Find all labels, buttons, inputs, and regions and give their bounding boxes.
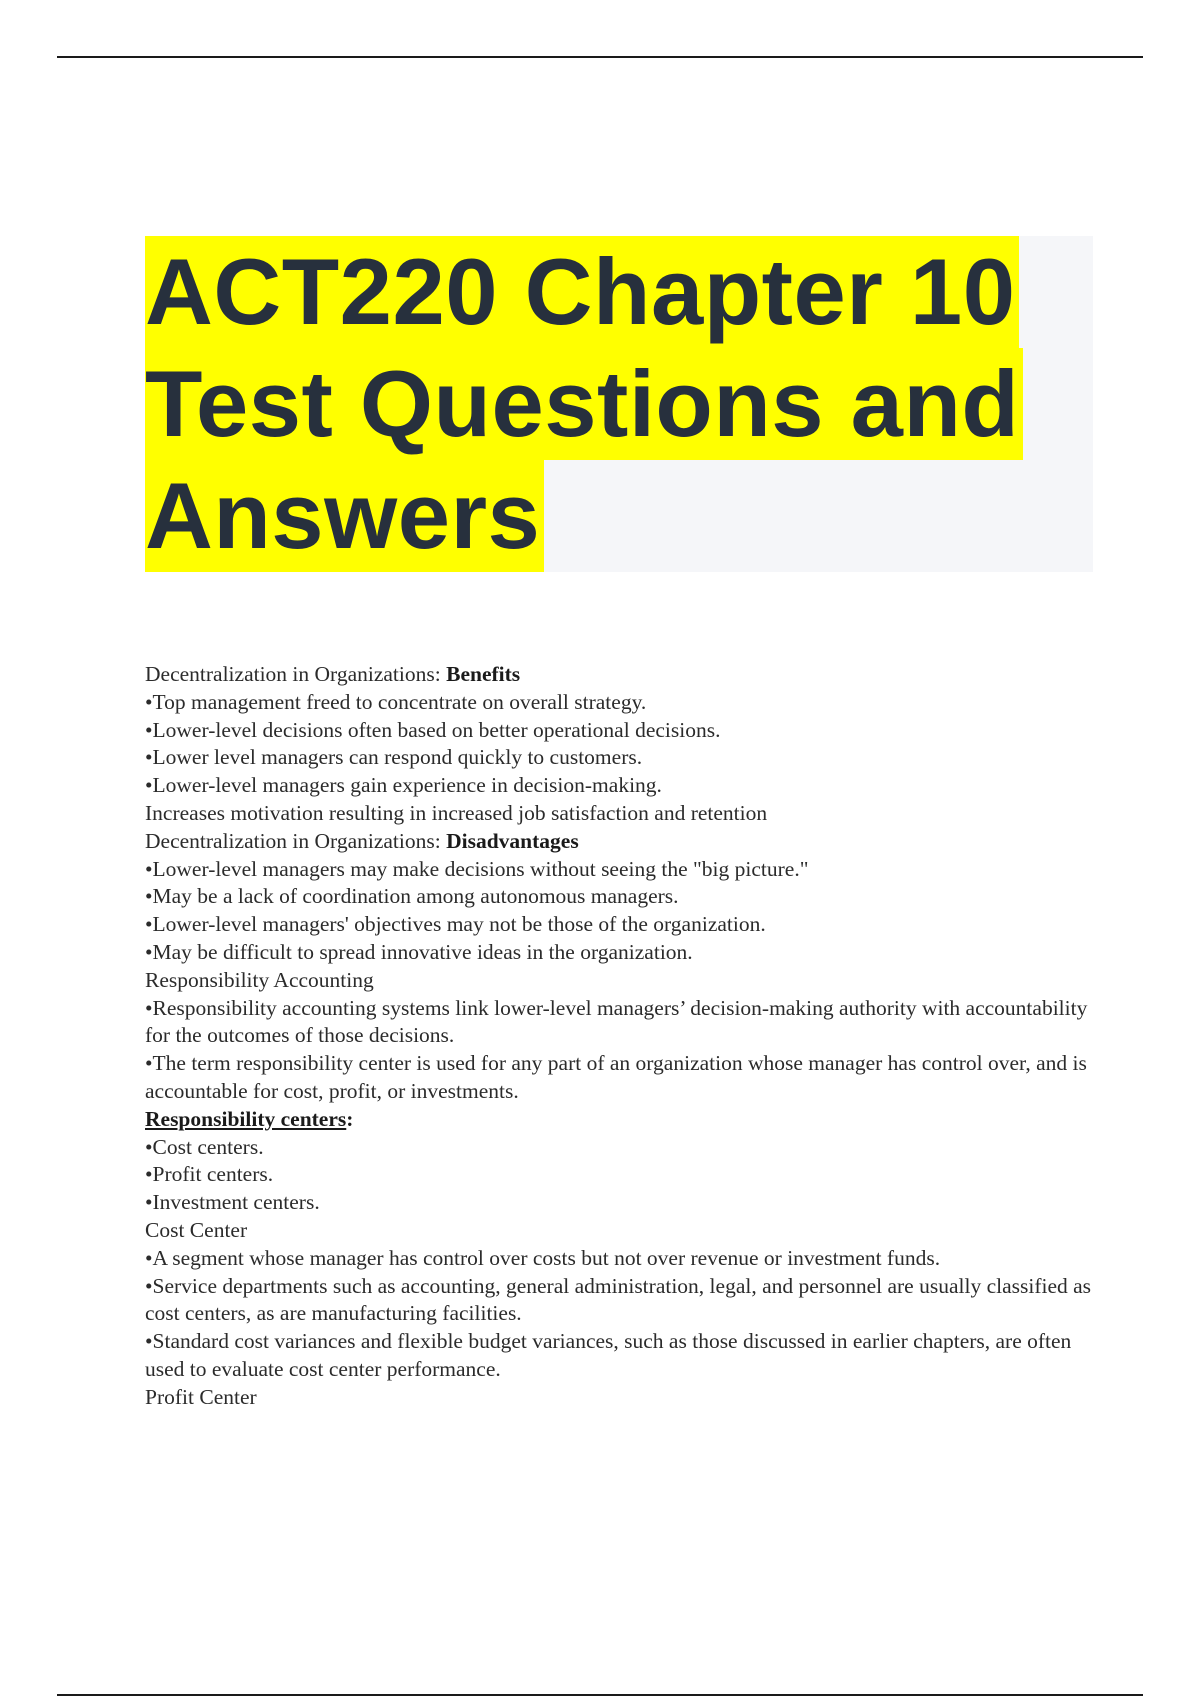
list-item: •May be difficult to spread innovative ideas in the organization. [145,939,693,964]
page-title [145,236,1093,572]
cost-center-heading: Cost Center [145,1217,248,1242]
document-body [145,661,1105,1412]
list-item: •Lower-level managers gain experience in decision-making. [145,773,662,798]
benefits-heading-bold: Benefits [446,662,521,686]
list-item: •Service departments such as accounting, general administration, legal, and personnel are usually classified as cost centers, as are manufacturing facilities. [145,1273,1092,1326]
list-item: •The term responsibility center is used for any part of an organization whose manager has control over, and is accountable for cost, profit, or investments. [145,1051,1087,1103]
list-item: •May be a lack of coordination among autonomous managers. [145,884,679,909]
title-line-1: ACT220 Chapter 10 [145,236,1019,348]
list-item: •A segment whose manager has control over costs but not over revenue or investment funds. [145,1245,941,1270]
bottom-rule [57,1694,1143,1696]
list-item: •Lower-level managers' objectives may not be those of the organization. [145,912,766,937]
list-item: •Cost centers. [145,1134,264,1159]
list-item: •Lower-level managers may make decisions without seeing the "big picture." [145,856,809,881]
benefits-heading: Decentralization in Organizations: Benefits [145,662,521,686]
title-line-3: Answers [145,460,544,572]
list-item: •Top management freed to concentrate on overall strategy. [145,689,647,714]
disadvantages-heading-bold: Disadvantages [446,828,579,853]
list-item: •Lower level managers can respond quickly to customers. [145,745,643,770]
list-item: •Responsibility accounting systems link lower-level managers’ decision-making authority with accountability for the outcomes of those decisions. [145,995,1088,1048]
list-item: •Profit centers. [145,1162,274,1187]
list-item: •Standard cost variances and flexible budget variances, such as those discussed in earlier chapters, are often used to evaluate cost center performance. [145,1329,1072,1381]
title-block [145,236,1093,572]
top-rule [57,56,1143,58]
benefits-note: Increases motivation resulting in increased job satisfaction and retention [145,800,768,825]
disadvantages-heading: Decentralization in Organizations: Disadvantages [145,828,579,853]
list-item: •Lower-level decisions often based on better operational decisions. [145,717,721,742]
responsibility-centers-underlined: Responsibility centers [145,1106,347,1131]
list-item: •Investment centers. [145,1190,320,1215]
responsibility-accounting-heading: Responsibility Accounting [145,967,374,992]
responsibility-centers-heading: Responsibility centers: [145,1106,354,1131]
title-line-2: Test Questions and [145,348,1023,460]
profit-center-heading: Profit Center [145,1384,257,1409]
